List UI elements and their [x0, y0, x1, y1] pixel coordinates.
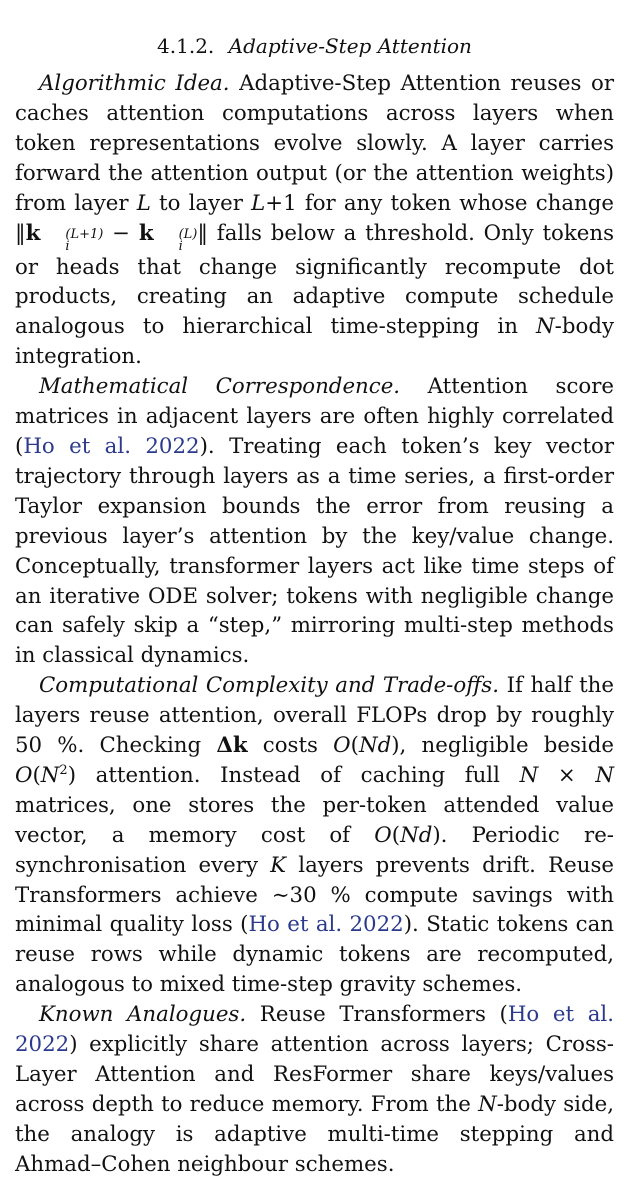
- math-var: N: [536, 314, 555, 340]
- citation-link[interactable]: Ho et al. 2022: [23, 433, 200, 459]
- paragraph-mathematical-correspondence: [15, 372, 614, 671]
- math-var: O: [333, 733, 351, 759]
- math-symbol: (: [350, 733, 359, 759]
- body-text: If half the layers reuse attention, overall FLOPs drop by roughly 50 %. Checking: [15, 673, 614, 759]
- math-symbol: ): [67, 762, 77, 788]
- math-symbol: (: [391, 822, 401, 848]
- body-text: for any token whose change: [296, 190, 614, 216]
- section-number: 4.1.2.: [157, 34, 215, 58]
- math-var: O: [374, 822, 392, 848]
- run-in-heading: Computational Complexity and Trade-offs.: [39, 673, 499, 699]
- body-text: falls below a threshold. Only tokens or heads that change significantly recompute dot products, creating an adaptive compute schedule analogous to hierarchical time-stepping in: [15, 220, 614, 340]
- math-symbol: ‖: [197, 220, 209, 246]
- body-text: . Periodic re-synchronisation every: [15, 822, 614, 878]
- body-text: -body side, the analogy is adaptive multi-time stepping and Ahmad–Cohen neighbour schemes.: [15, 1091, 614, 1177]
- body-text: Adaptive-Step Attention reuses or caches attention computations across layers when token representations evolve slowly. A layer carries forward the attention output (or the attention weights) from layer: [15, 71, 615, 216]
- math-subscript: i: [178, 238, 183, 254]
- math-var: Nd: [400, 822, 433, 848]
- body-text: -body integration.: [15, 314, 614, 370]
- math-var: O: [15, 762, 33, 788]
- math-var: K: [270, 852, 287, 878]
- math-symbol: ×: [538, 762, 596, 788]
- math-var: N: [40, 762, 60, 788]
- paragraph-computational-complexity: [15, 671, 614, 1000]
- paragraph-algorithmic-idea: [15, 69, 614, 372]
- math-superscript: (L+1): [65, 226, 104, 242]
- math-var: N: [478, 1091, 497, 1117]
- math-var: Nd: [358, 733, 392, 759]
- body-text: Reuse Transformers (: [246, 1002, 508, 1028]
- citation-link[interactable]: Ho et al. 2022: [248, 912, 404, 938]
- math-var: k: [25, 220, 41, 246]
- math-symbol: (: [32, 762, 41, 788]
- math-symbol: ): [432, 822, 441, 848]
- math-var: N: [595, 762, 614, 788]
- math-superscript: (L): [178, 226, 198, 242]
- section-title: Adaptive-Step Attention: [228, 34, 472, 58]
- body-text: attention. Instead of caching full: [76, 762, 520, 788]
- run-in-heading: Algorithmic Idea.: [39, 71, 230, 96]
- math-scripts: [155, 226, 198, 254]
- math-var: L: [251, 190, 266, 216]
- body-text: costs: [247, 733, 334, 759]
- math-var: Δk: [216, 733, 248, 759]
- math-symbol: ‖: [15, 220, 26, 246]
- body-text: ) explicitly share attention across layers; Cross-Layer Attention and ResFormer share keys/values across depth to reduce memory. From the: [15, 1032, 614, 1117]
- body-text: , negligible beside: [399, 733, 614, 759]
- section-heading: [15, 32, 614, 60]
- paragraph-known-analogues: [15, 1000, 614, 1179]
- math-symbol: −: [103, 220, 139, 246]
- math-superscript: 2: [59, 762, 68, 778]
- body-text: layers prevents drift. Reuse Transformers achieve ∼30 % compute savings with minimal quality loss (: [15, 852, 614, 938]
- math-var: L: [136, 190, 151, 216]
- body-text: ). Static tokens can reuse rows while dynamic tokens are recomputed, analogous to mixed time-step gravity schemes.: [15, 912, 615, 998]
- math-scripts: [41, 226, 104, 254]
- math-var: N: [519, 762, 539, 788]
- run-in-heading: Known Analogues.: [39, 1002, 247, 1028]
- math-symbol: ): [391, 733, 400, 759]
- math-var: k: [138, 220, 154, 246]
- citation-link[interactable]: Ho et al. 2022: [15, 1002, 614, 1058]
- run-in-heading: Mathematical Correspondence.: [39, 374, 401, 400]
- math-subscript: i: [65, 238, 70, 254]
- body-text: to layer: [150, 190, 252, 216]
- body-text: matrices, one stores the per-token attended value vector, a memory cost of: [15, 792, 614, 848]
- body-text: Attention score matrices in adjacent layers are often highly correlated (: [15, 374, 614, 459]
- body-text: ). Treating each token’s key vector trajectory through layers as a time series, a first-order Taylor expansion bounds the error from reusing a previous layer’s attention by the key/value change. Conceptually, transformer layers act like time steps of an iterative ODE solver; tokens with negligible change can safely skip a “step,” mirroring multi-step methods in classical dynamics.: [15, 433, 615, 669]
- math-text: +1: [265, 190, 297, 216]
- norm-expression: [15, 220, 209, 254]
